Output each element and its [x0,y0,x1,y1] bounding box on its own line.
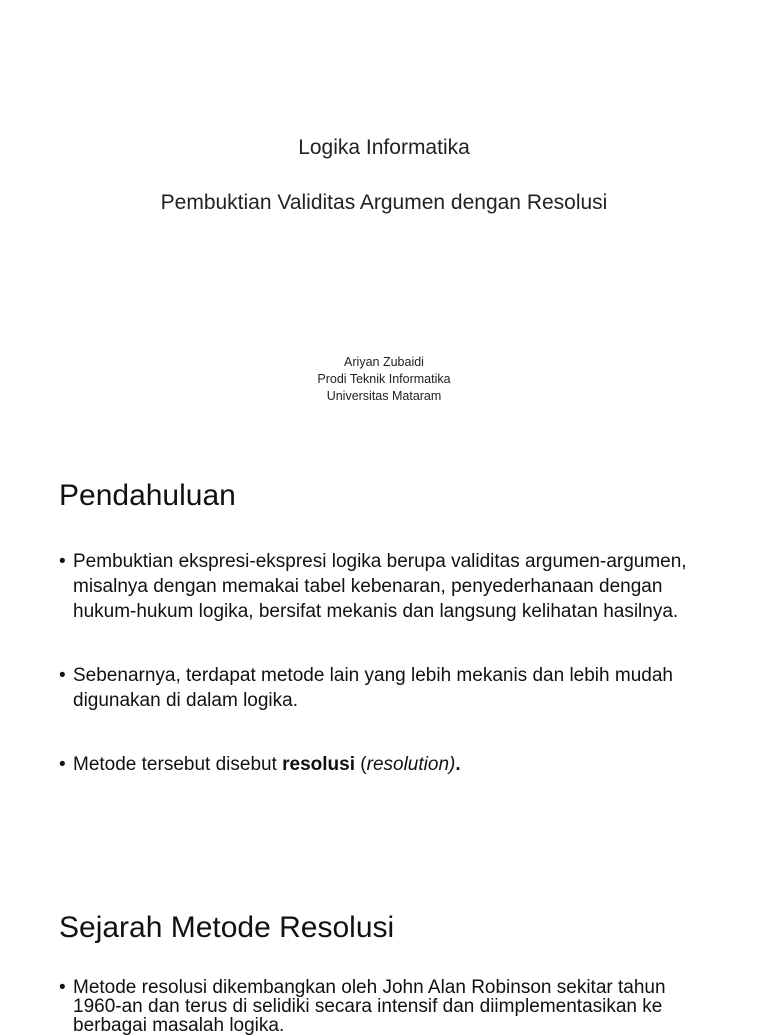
bullet-item [59,549,719,624]
bullet-text-bold: resolusi [282,754,356,775]
author-block [0,354,768,405]
section-heading-sejarah: Sejarah Metode Resolusi [59,911,395,944]
sejarah-bullet-list [59,978,719,1035]
author-university: Universitas Mataram [326,389,442,403]
bullet-text-end: . [455,754,461,775]
slide-title: Logika Informatika [298,136,470,159]
bullet-text-prefix: Metode tersebut disebut [73,754,283,775]
bullet-item [59,663,719,713]
pendahuluan-bullet-list [59,549,719,777]
bullet-text-italic: resolution) [366,754,456,775]
bullet-text-open-paren: ( [355,754,367,775]
author-department: Prodi Teknik Informatika [317,372,451,386]
bullet-text: Sebenarnya, terdapat metode lain yang lebih mekanis dan lebih mudah digunakan di dalam logika. [73,665,673,711]
author-name: Ariyan Zubaidi [344,355,424,369]
bullet-text: Metode resolusi dikembangkan oleh John Alan Robinson sekitar tahun 1960-an dan terus di selidiki secara intensif dan diimplementasikan ke berbagai masalah logika. [73,977,666,1036]
title-slide [0,130,768,221]
bullet-text: Pembuktian ekspresi-ekspresi logika berupa validitas argumen-argumen, misalnya dengan memakai tabel kebenaran, penyederhanaan dengan hukum-hukum logika, bersifat mekanis dan langsung kelihatan hasilnya. [73,551,687,622]
section-heading-pendahuluan: Pendahuluan [59,479,236,512]
bullet-item [59,752,719,777]
bullet-item [59,978,719,1035]
slide-subtitle: Pembuktian Validitas Argumen dengan Resolusi [160,191,608,214]
